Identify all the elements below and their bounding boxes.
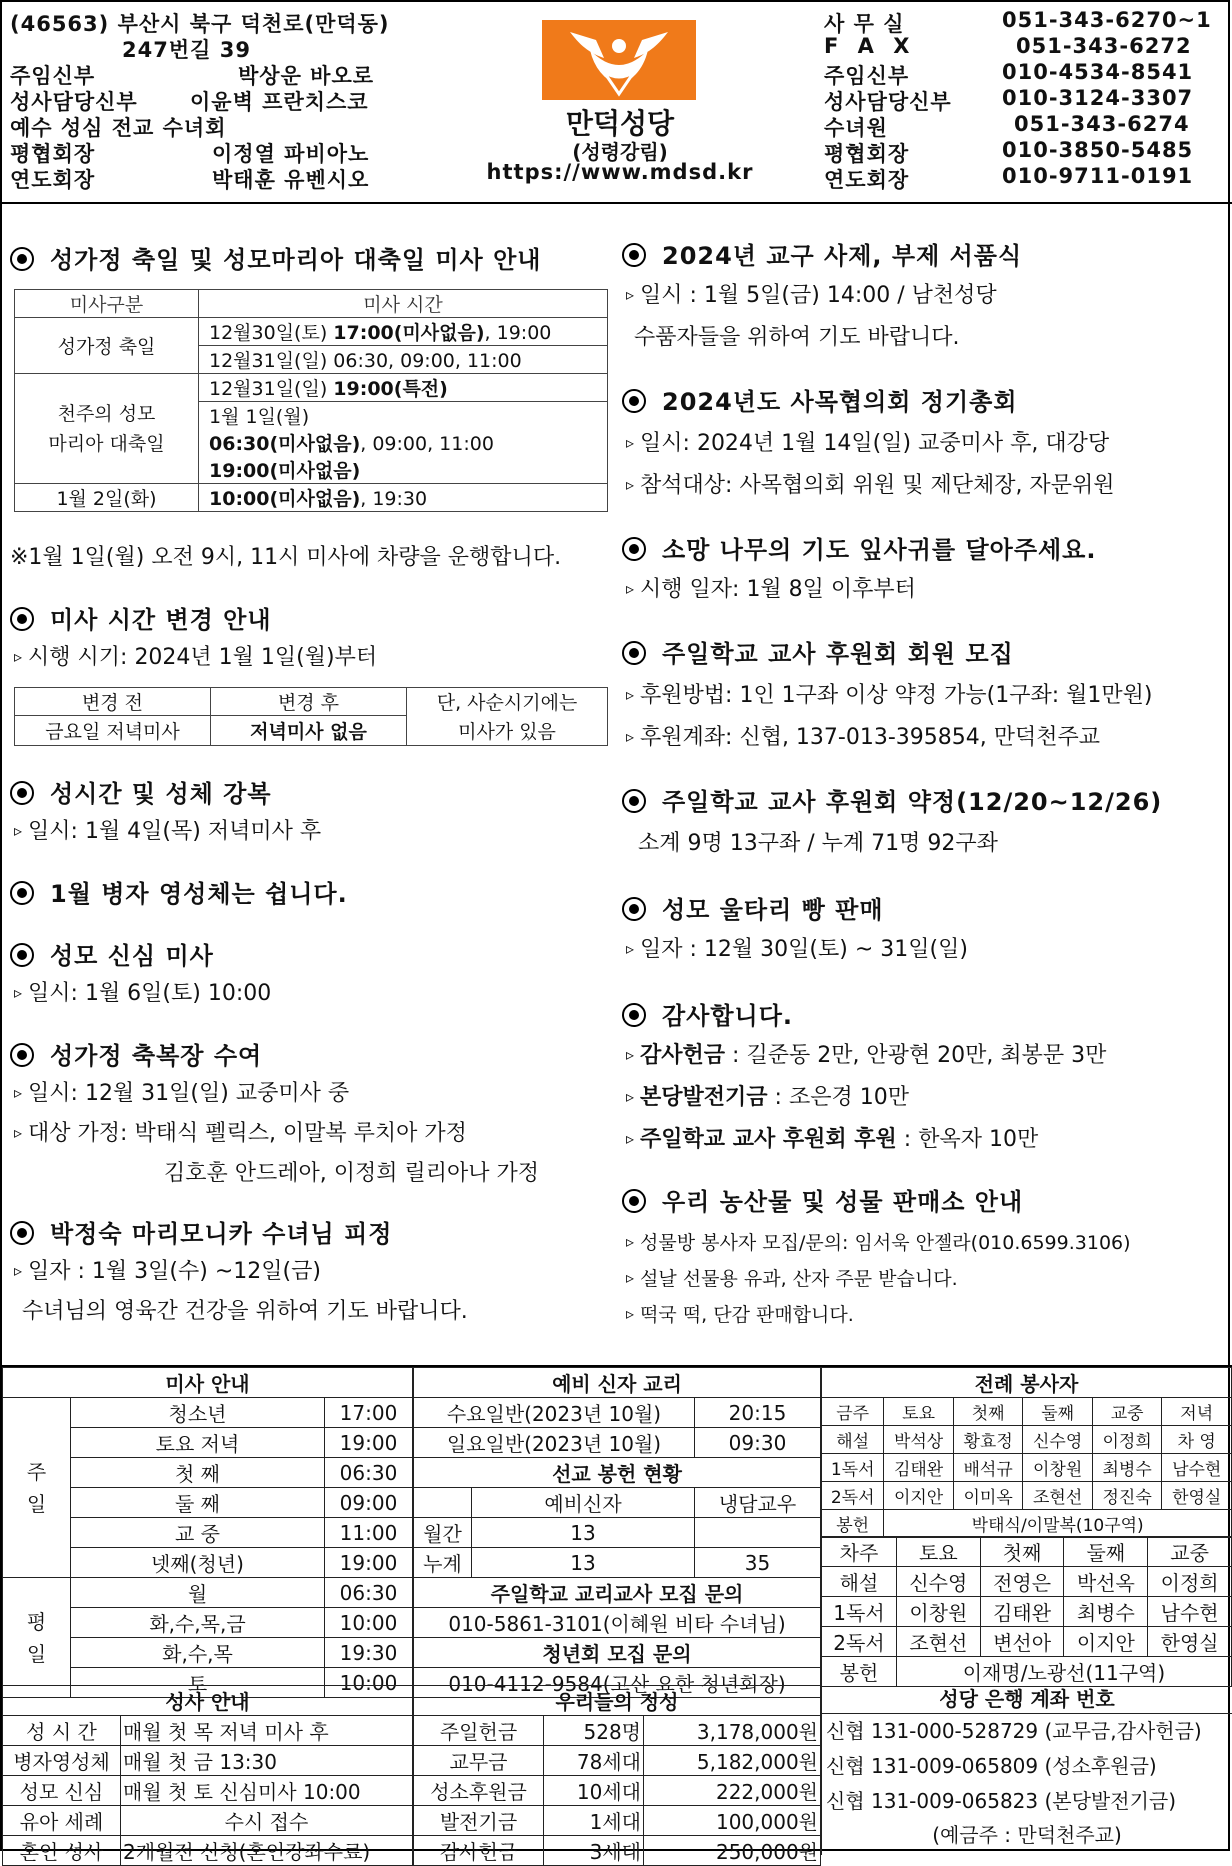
table-cell: 봉헌 — [822, 1510, 884, 1538]
bank-accounts — [821, 1685, 1232, 1855]
contact-label: 성사담당신부 — [824, 90, 952, 114]
table-cell: 전례 봉사자 — [822, 1368, 1232, 1398]
table-cell: 일요일반(2023년 10월) — [414, 1428, 695, 1458]
table-cell: 수요일반(2023년 10월) — [414, 1398, 695, 1428]
table-cell: 첫째 — [980, 1537, 1064, 1567]
table-cell: 19:00 — [325, 1548, 413, 1578]
table-cell: 한영실 — [1148, 1627, 1232, 1657]
table-row — [3, 1578, 413, 1608]
bullet-icon — [10, 943, 34, 967]
info-line: ▹ 떡국 떡, 단감 판매합니다. — [626, 1300, 854, 1327]
table-cell: 222,000원 — [644, 1776, 821, 1806]
table-cell: 조현선 — [896, 1627, 980, 1657]
section-title: 주일학교 교사 후원회 약정(12/20~12/26) — [622, 782, 1162, 817]
table-cell: 35 — [695, 1548, 821, 1578]
table-cell: 미사구분 — [15, 290, 199, 318]
info-line: ▹ 일시: 1월 4일(목) 저녁미사 후 — [14, 814, 321, 845]
table-cell: 교무금 — [414, 1746, 544, 1776]
table-cell: 해설 — [822, 1426, 884, 1454]
table-cell: 미사 안내 — [3, 1368, 413, 1398]
table-cell: 차 영 — [1162, 1426, 1232, 1454]
info-line: ▹ 설날 선물용 유과, 산자 주문 받습니다. — [626, 1264, 958, 1291]
table-cell: 예비신자 — [472, 1488, 695, 1518]
schedule-change-table — [14, 687, 608, 746]
bullet-icon — [622, 1003, 646, 1027]
info-line: ▹ 시행 시기: 2024년 1월 1일(월)부터 — [14, 640, 377, 671]
section-title: 감사합니다. — [622, 996, 793, 1031]
table-cell: 토요 — [896, 1537, 980, 1567]
table-cell: 13 — [472, 1548, 695, 1578]
bank-holder: (예금주 : 만덕천주교) — [932, 1823, 1122, 1847]
section-title: 주일학교 교사 후원회 회원 모집 — [622, 634, 1014, 669]
table-cell: 10:00(미사없음), 19:30 — [199, 484, 608, 512]
table-cell: 최병수 — [1092, 1454, 1162, 1482]
table-row — [15, 716, 608, 746]
table-cell: 선교 봉헌 현황 — [414, 1458, 821, 1488]
table-row — [822, 1454, 1232, 1482]
bullet-icon — [622, 641, 646, 665]
info-line: ▹ 일시 : 1월 5일(금) 14:00 / 남천성당 — [626, 278, 997, 309]
info-line: ▹ 시행 일자: 1월 8일 이후부터 — [626, 572, 916, 603]
address-line-2: 247번길 39 — [122, 38, 251, 62]
info-line: ▹ 일시: 12월 31일(일) 교중미사 중 — [14, 1076, 349, 1107]
table-cell: 변경 후 — [211, 688, 407, 716]
bank-account: 신협 131-009-065809 (성소후원금) — [826, 1754, 1157, 1778]
table-row — [3, 1806, 413, 1836]
bullet-icon — [10, 881, 34, 905]
table-row — [414, 1428, 821, 1458]
address-line-1: (46563) 부산시 북구 덕천로(만덕동) — [10, 12, 390, 36]
table-row — [414, 1608, 821, 1638]
info-line: ▹ 후원계좌: 신협, 137-013-395854, 만덕천주교 — [626, 720, 1100, 751]
table-row — [15, 688, 608, 716]
table-row — [414, 1638, 821, 1668]
table-cell: 청년회 모집 문의 — [414, 1638, 821, 1668]
table-cell: 교중 — [1148, 1537, 1232, 1567]
table-cell: 이재명/노광선(11구역) — [896, 1657, 1231, 1687]
contact-number: 051-343-6272 — [1016, 34, 1192, 58]
table-cell: 06:30 — [325, 1458, 413, 1488]
table-cell: 박태식/이말복(10구역) — [884, 1510, 1232, 1538]
table-cell: 남수현 — [1148, 1597, 1232, 1627]
table-cell: 이창원 — [896, 1597, 980, 1627]
liturgy-servers-next-table — [821, 1536, 1232, 1687]
table-row — [3, 1836, 413, 1866]
table-cell: 12월31일(일) 06:30, 09:00, 11:00 — [199, 346, 608, 374]
header-person: 이정열 파비아노 — [212, 142, 370, 166]
header-role: 주임신부 — [10, 64, 96, 88]
header-role: 예수 성심 전교 수녀회 — [10, 116, 227, 140]
table-cell: 성사 안내 — [3, 1686, 413, 1716]
header-person: 박상운 바오로 — [238, 64, 375, 88]
table-cell: 1독서 — [822, 1597, 897, 1627]
info-line: 김호훈 안드레아, 이정희 릴리아나 가정 — [164, 1161, 539, 1186]
table-cell: 화,수,목 — [71, 1638, 325, 1668]
church-url[interactable]: https://www.mdsd.kr — [486, 160, 754, 184]
holiday-mass-table — [14, 289, 608, 512]
table-row — [822, 1537, 1232, 1567]
bank-account: 신협 131-000-528729 (교무금,감사헌금) — [826, 1719, 1202, 1743]
table-cell: 토요 — [884, 1398, 954, 1426]
table-row — [15, 374, 608, 402]
table-cell: 넷째(청년) — [71, 1548, 325, 1578]
table-cell: 저녁미사 없음 — [211, 716, 407, 746]
bottom-info-grid — [2, 1365, 1232, 1864]
table-row — [414, 1776, 821, 1806]
table-cell: 금주 — [822, 1398, 884, 1426]
table-row — [15, 318, 608, 346]
contact-number: 010-4534-8541 — [1002, 60, 1194, 84]
section-title: 성모 신심 미사 — [10, 936, 214, 971]
table-row — [822, 1482, 1232, 1510]
bullet-icon — [10, 607, 34, 631]
contact-label: 평협회장 — [824, 142, 910, 166]
table-cell: 차주 — [822, 1537, 897, 1567]
table-cell: 발전기금 — [414, 1806, 544, 1836]
info-line: ▹ 일시: 1월 6일(토) 10:00 — [14, 976, 271, 1007]
table-cell: 19:00 — [325, 1428, 413, 1458]
table-cell: 이지안 — [1064, 1627, 1148, 1657]
table-cell: 19:00(미사없음) — [199, 456, 608, 484]
table-cell: 봉헌 — [822, 1657, 897, 1687]
table-cell: 냉담교우 — [695, 1488, 821, 1518]
table-cell: 09:00 — [325, 1488, 413, 1518]
table-cell: 이창원 — [1023, 1454, 1093, 1482]
table-cell: 황효정 — [953, 1426, 1023, 1454]
info-line: ▹ 본당발전기금 : 조은경 10만 — [626, 1080, 909, 1111]
header-person: 박태훈 유벤시오 — [212, 168, 370, 192]
table-cell: 감사헌금 — [414, 1836, 544, 1866]
bank-title: 성당 은행 계좌 번호 — [822, 1685, 1232, 1714]
info-line: ▹ 참석대상: 사목협의회 위원 및 제단체장, 자문위원 — [626, 468, 1114, 499]
table-row — [822, 1657, 1232, 1687]
table-cell: 528명 — [544, 1716, 644, 1746]
table-cell: 250,000원 — [644, 1836, 821, 1866]
table-cell: 박석상 — [884, 1426, 954, 1454]
table-cell: 78세대 — [544, 1746, 644, 1776]
table-row — [822, 1627, 1232, 1657]
section-title: 소망 나무의 기도 잎사귀를 달아주세요. — [622, 530, 1096, 565]
table-cell: 남수현 — [1162, 1454, 1232, 1482]
info-line: 수녀님의 영육간 건강을 위하여 기도 바랍니다. — [22, 1299, 468, 1324]
table-cell: 김태완 — [884, 1454, 954, 1482]
table-row — [3, 1716, 413, 1746]
table-cell: 수시 접수 — [121, 1806, 413, 1836]
table-cell: 06:30 — [325, 1578, 413, 1608]
info-line: 소계 9명 13구좌 / 누계 71명 92구좌 — [638, 831, 998, 856]
table-cell: 주일헌금 — [414, 1716, 544, 1746]
table-cell: 교 중 — [71, 1518, 325, 1548]
table-cell: 이정희 — [1148, 1567, 1232, 1597]
bullet-icon — [622, 243, 646, 267]
church-name: 만덕성당 — [565, 107, 675, 140]
table-cell: 최병수 — [1064, 1597, 1148, 1627]
contact-number: 010-3124-3307 — [1002, 86, 1194, 110]
table-cell: 월 — [71, 1578, 325, 1608]
header-role: 성사담당신부 — [10, 90, 138, 114]
contact-number: 051-343-6274 — [1014, 112, 1190, 136]
contact-number: 051-343-6270~1 — [1002, 8, 1212, 32]
table-row — [822, 1567, 1232, 1597]
table-cell: 매월 첫 금 13:30 — [121, 1746, 413, 1776]
table-cell: 정진숙 — [1092, 1482, 1162, 1510]
table-cell: 월간 — [414, 1518, 472, 1548]
table-cell: 배석규 — [953, 1454, 1023, 1482]
table-row — [3, 1776, 413, 1806]
table-cell: 유아 세례 — [3, 1806, 121, 1836]
contact-label: 연도회장 — [824, 168, 910, 192]
table-row — [414, 1548, 821, 1578]
section-title: 미사 시간 변경 안내 — [10, 600, 272, 635]
contact-number: 010-9711-0191 — [1002, 164, 1194, 188]
section-title: 2024년 교구 사제, 부제 서품식 — [622, 236, 1022, 271]
table-cell: 매월 첫 토 신심미사 10:00 — [121, 1776, 413, 1806]
catechumen-table — [413, 1367, 821, 1698]
header-role: 연도회장 — [10, 168, 96, 192]
section-title: 성가정 축복장 수여 — [10, 1036, 262, 1071]
table-cell: 교중 — [1092, 1398, 1162, 1426]
table-row — [414, 1806, 821, 1836]
info-line: ▹ 일자 : 12월 30일(토) ~ 31일(일) — [626, 932, 968, 963]
table-cell: 한영실 — [1162, 1482, 1232, 1510]
shuttle-note: ※1월 1일(월) 오전 9시, 11시 미사에 차량을 운행합니다. — [10, 545, 562, 570]
table-cell: 우리들의 정성 — [414, 1686, 821, 1716]
table-cell: 10:00 — [325, 1668, 413, 1698]
table-row — [822, 1398, 1232, 1426]
table-cell: 첫 째 — [71, 1458, 325, 1488]
table-cell: 화,수,목,금 — [71, 1608, 325, 1638]
table-cell: 둘째 — [1064, 1537, 1148, 1567]
table-cell: 이지안 — [884, 1482, 954, 1510]
table-cell: 누계 — [414, 1548, 472, 1578]
section-title: 박정숙 마리모니카 수녀님 피정 — [10, 1214, 392, 1249]
table-cell: 100,000원 — [644, 1806, 821, 1836]
table-cell: 주일학교 교리교사 모집 문의 — [414, 1578, 821, 1608]
liturgy-servers-table — [821, 1367, 1232, 1538]
table-row — [15, 290, 608, 318]
table-row — [15, 484, 608, 512]
table-cell: 신수영 — [1023, 1426, 1093, 1454]
bullet-icon — [622, 537, 646, 561]
table-cell: 1독서 — [822, 1454, 884, 1482]
table-cell: 해설 — [822, 1567, 897, 1597]
table-cell: 미사 시간 — [199, 290, 608, 318]
table-cell: 혼인 성사 — [3, 1836, 121, 1866]
table-cell: 010-5861-3101(이혜원 비타 수녀님) — [414, 1608, 821, 1638]
table-cell: 신수영 — [896, 1567, 980, 1597]
table-cell: 금요일 저녁미사 — [15, 716, 211, 746]
section-title: 2024년도 사목협의회 정기총회 — [622, 382, 1018, 417]
table-cell: 성소후원금 — [414, 1776, 544, 1806]
info-line: ▹ 성물방 봉사자 모집/문의: 임서욱 안젤라(010.6599.3106) — [626, 1228, 1131, 1255]
section-title: 성시간 및 성체 강복 — [10, 774, 272, 809]
bullet-icon — [622, 789, 646, 813]
info-line: ▹ 일자 : 1월 3일(수) ~12일(금) — [14, 1254, 321, 1285]
table-cell: 천주의 성모 마리아 대축일 — [15, 374, 199, 484]
table-row — [3, 1746, 413, 1776]
offerings-table — [413, 1685, 821, 1866]
table-cell: 2독서 — [822, 1482, 884, 1510]
bank-account: 신협 131-009-065823 (본당발전기금) — [826, 1789, 1177, 1813]
bullet-icon — [622, 389, 646, 413]
table-cell: 전영은 — [980, 1567, 1064, 1597]
table-cell: 5,182,000원 — [644, 1746, 821, 1776]
table-cell — [414, 1488, 472, 1518]
table-cell: 20:15 — [695, 1398, 821, 1428]
bullet-icon — [10, 1221, 34, 1245]
table-cell: 박선옥 — [1064, 1567, 1148, 1597]
table-row — [822, 1426, 1232, 1454]
table-cell: 김태완 — [980, 1597, 1064, 1627]
table-cell: 매월 첫 목 저녁 미사 후 — [121, 1716, 413, 1746]
table-cell: 둘 째 — [71, 1488, 325, 1518]
table-cell: 단, 사순시기에는 — [407, 688, 608, 716]
table-cell: 토요 저녁 — [71, 1428, 325, 1458]
table-row — [822, 1510, 1232, 1538]
table-cell: 둘째 — [1023, 1398, 1093, 1426]
table-row — [414, 1578, 821, 1608]
table-cell: 토 — [71, 1668, 325, 1698]
table-row — [414, 1836, 821, 1866]
info-line: ▹ 주일학교 교사 후원회 후원 : 한옥자 10만 — [626, 1122, 1038, 1153]
section-title: 성모 울타리 빵 판매 — [622, 890, 884, 925]
church-logo — [542, 20, 696, 100]
church-subtitle: (성령강림) — [572, 140, 668, 164]
table-cell: 13 — [472, 1518, 695, 1548]
table-row — [414, 1746, 821, 1776]
table-cell: 평 일 — [3, 1578, 71, 1698]
table-cell: 010-4112-9584(고산 요한 청년회장) — [414, 1668, 821, 1698]
bullet-icon — [10, 247, 34, 271]
table-row — [3, 1686, 413, 1716]
table-row — [414, 1458, 821, 1488]
table-cell: 09:30 — [695, 1428, 821, 1458]
contact-label: F A X — [824, 34, 916, 58]
table-row — [414, 1716, 821, 1746]
table-cell: 첫째 — [953, 1398, 1023, 1426]
header-divider — [2, 202, 1232, 204]
bullet-icon — [10, 1043, 34, 1067]
info-line: ▹ 일시: 2024년 1월 14일(일) 교중미사 후, 대강당 — [626, 426, 1109, 457]
sacraments-table — [2, 1685, 413, 1866]
table-cell: 변선아 — [980, 1627, 1064, 1657]
table-row — [414, 1368, 821, 1398]
table-cell: 1월 1일(월) — [199, 402, 608, 430]
table-cell: 성모 신심 — [3, 1776, 121, 1806]
bullet-icon — [622, 897, 646, 921]
table-cell: 3,178,000원 — [644, 1716, 821, 1746]
table-cell: 병자영성체 — [3, 1746, 121, 1776]
table-row — [822, 1368, 1232, 1398]
table-cell: 성 시 간 — [3, 1716, 121, 1746]
table-cell: 12월30일(토) 17:00(미사없음), 19:00 — [199, 318, 608, 346]
table-cell: 주 일 — [3, 1398, 71, 1578]
table-cell: 저녁 — [1162, 1398, 1232, 1426]
bullet-icon — [622, 1189, 646, 1213]
bullet-icon — [10, 781, 34, 805]
contact-label: 수녀원 — [824, 116, 888, 140]
contact-label: 사 무 실 — [824, 12, 905, 36]
table-cell: 성가정 축일 — [15, 318, 199, 374]
table-cell: 2개월전 신청(혼인강좌수료) — [121, 1836, 413, 1866]
table-row — [414, 1518, 821, 1548]
header-role: 평협회장 — [10, 142, 96, 166]
table-row — [3, 1398, 413, 1428]
table-cell: 11:00 — [325, 1518, 413, 1548]
table-cell: 1세대 — [544, 1806, 644, 1836]
table-cell: 이미옥 — [953, 1482, 1023, 1510]
table-row — [414, 1488, 821, 1518]
section-title: 우리 농산물 및 성물 판매소 안내 — [622, 1182, 1023, 1217]
section-title: 성가정 축일 및 성모마리아 대축일 미사 안내 — [10, 240, 541, 275]
table-row — [414, 1686, 821, 1716]
section-title: 1월 병자 영성체는 쉽니다. — [10, 874, 348, 909]
table-cell: 미사가 있음 — [407, 716, 608, 746]
info-line: ▹ 대상 가정: 박태식 펠릭스, 이말복 루치아 가정 — [14, 1116, 467, 1147]
table-cell: 청소년 — [71, 1398, 325, 1428]
table-cell: 10:00 — [325, 1608, 413, 1638]
info-line: ▹ 후원방법: 1인 1구좌 이상 약정 가능(1구좌: 월1만원) — [626, 678, 1153, 709]
table-cell: 예비 신자 교리 — [414, 1368, 821, 1398]
table-cell: 이정희 — [1092, 1426, 1162, 1454]
table-row — [414, 1398, 821, 1428]
table-cell: 3세대 — [544, 1836, 644, 1866]
mass-schedule-table — [2, 1367, 413, 1698]
table-cell: 1월 2일(화) — [15, 484, 199, 512]
contact-label: 주임신부 — [824, 64, 910, 88]
table-cell: 12월31일(일) 19:00(특전) — [199, 374, 608, 402]
table-cell: 19:30 — [325, 1638, 413, 1668]
info-line: ▹ 감사헌금 : 길준동 2만, 안광현 20만, 최봉문 3만 — [626, 1038, 1106, 1069]
info-line: 수품자들을 위하여 기도 바랍니다. — [634, 325, 960, 350]
table-row — [3, 1368, 413, 1398]
table-cell: 2독서 — [822, 1627, 897, 1657]
contact-number: 010-3850-5485 — [1002, 138, 1194, 162]
table-row — [822, 1597, 1232, 1627]
table-cell: 변경 전 — [15, 688, 211, 716]
table-cell — [695, 1518, 821, 1548]
table-cell: 17:00 — [325, 1398, 413, 1428]
table-cell: 06:30(미사없음), 09:00, 11:00 — [199, 429, 608, 456]
header-person: 이윤벽 프란치스코 — [190, 90, 369, 114]
table-cell: 10세대 — [544, 1776, 644, 1806]
table-cell: 조현선 — [1023, 1482, 1093, 1510]
